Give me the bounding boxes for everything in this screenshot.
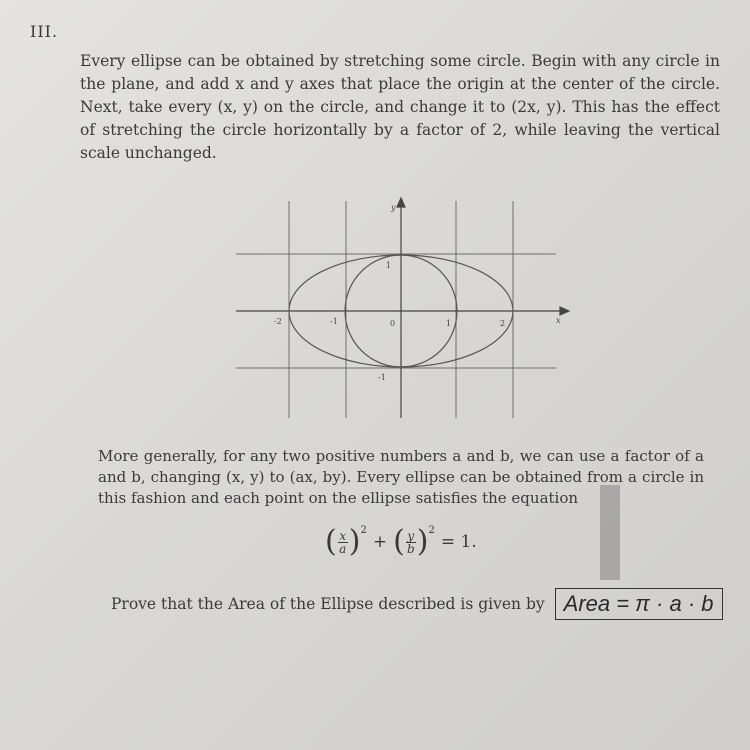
eq-den1: a: [339, 541, 347, 556]
ellipse-equation: ( $\frac{x}{a}$ ) 2 + ( $\frac{y}{b}$ ) 2 = 1.: [325, 522, 485, 562]
problem-number: III.: [30, 22, 59, 41]
y-axis-arrow: [397, 198, 405, 207]
x-tick-1: 1: [446, 319, 452, 328]
eq-num2: y: [407, 528, 415, 543]
x-tick-0: 0: [390, 319, 396, 328]
eq-den2: b: [406, 541, 415, 556]
y-tick-minus1: -1: [378, 373, 386, 382]
eq-rhs: = 1.: [440, 532, 477, 552]
x-tick-minus1: -1: [330, 317, 338, 326]
x-axis-arrow: [560, 307, 569, 315]
eq-exp2: 2: [428, 524, 435, 536]
prove-statement: [111, 588, 723, 620]
x-tick-2: 2: [500, 319, 506, 328]
x-axis-label: x: [556, 316, 561, 325]
x-tick-minus2: -2: [274, 317, 282, 326]
y-tick-1: 1: [386, 261, 392, 270]
shadow-strip: [600, 485, 620, 580]
ellipse-figure: [236, 196, 576, 418]
intro-paragraph: Every ellipse can be obtained by stretching some circle. Begin with any circle in the plane, and add x and y axes that place the origin at the center of the circle. Next, take every (x, y) on the circle, and change it to (2x, y). This has the effect of stretching the circle horizontally by a factor of 2, while leaving the vertical scale unchanged.: [80, 52, 720, 162]
general-paragraph: More generally, for any two positive numbers a and b, we can use a factor of a and b, changing (x, y) to (ax, by). Every ellipse can be obtained from a circle in this fashion and each point on the ellipse satisfies the equation: [98, 447, 704, 507]
eq-num1: x: [339, 528, 347, 543]
eq-plus: +: [372, 532, 388, 552]
y-axis-label: y: [391, 203, 396, 212]
prove-text: Prove that the Area of the Ellipse described is given by: [111, 595, 545, 613]
area-formula-box: Area = π · a · b: [555, 588, 723, 620]
eq-exp1: 2: [360, 524, 367, 536]
